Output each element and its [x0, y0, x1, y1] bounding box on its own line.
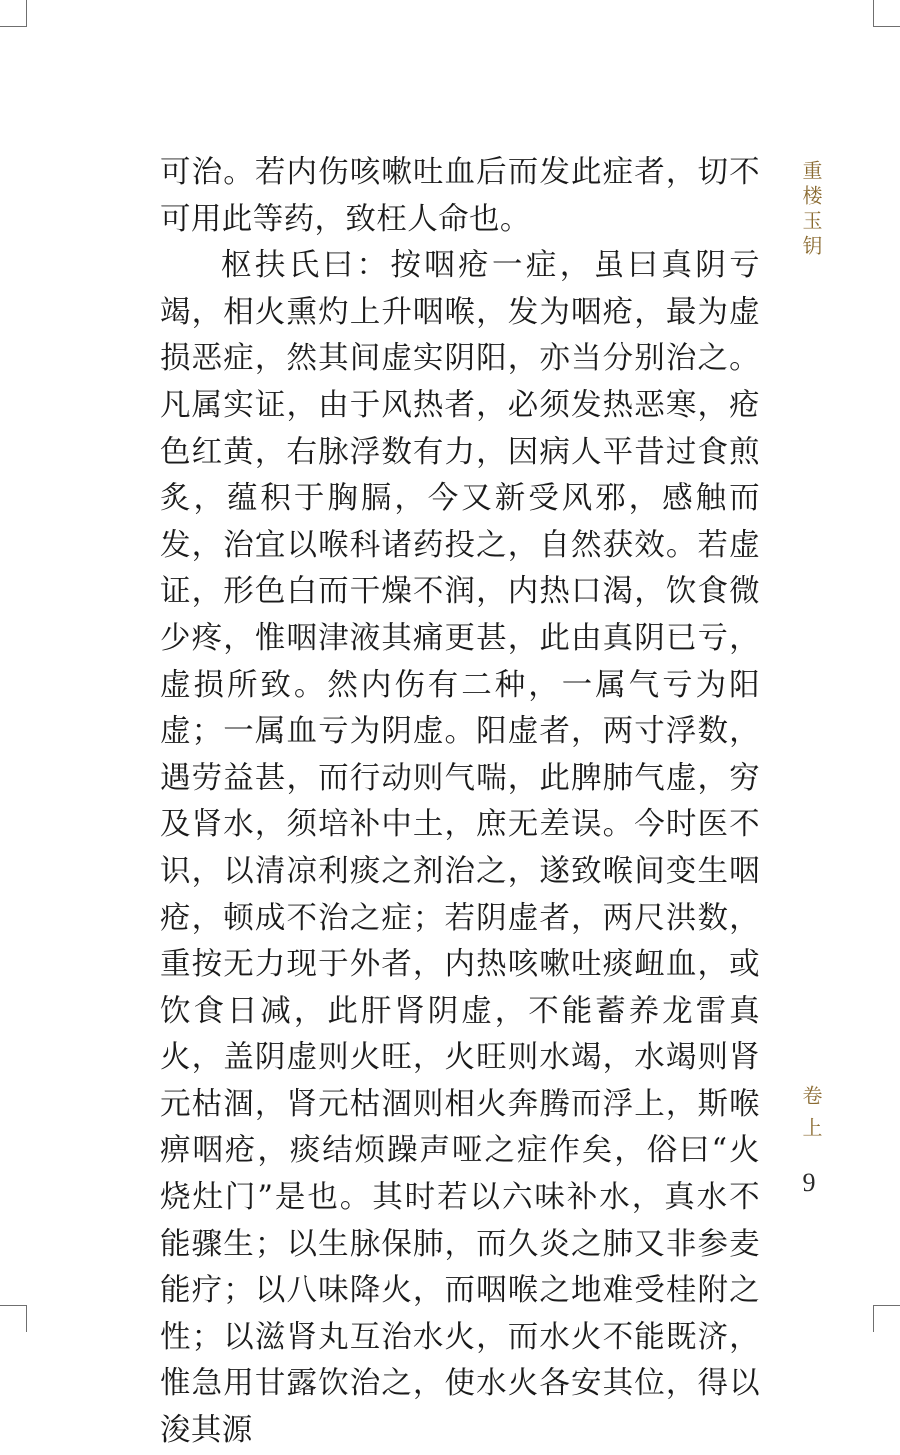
paragraph-shufu-commentary: 枢扶氏曰：按咽疮一症，虽曰真阴亏竭，相火熏灼上升咽喉，发为咽疮，最为虚损恶症，然其间虚实阴阳，亦当分别治之。凡属实证，由于风热者，必须发热恶寒，疮色红黄，右脉浮数有力，因病人平昔过食煎炙，蕴积于胸膈，今又新受风邪，感触而发，治宜以喉科诸药投之，自然获效。若虚证，形色白而干燥不润，内热口渴，饮食微少疼，惟咽津液其痛更甚，此由真阴已亏，虚损所致。然内伤有二种，一属气亏为阳虚；一属血亏为阴虚。阳虚者，两寸浮数，遇劳益甚，而行动则气喘，此脾肺气虚，穷及肾水，须培补中土，庶无差误。今时医不识，以清凉利痰之剂治之，遂致喉间变生咽疮，顿成不治之症；若阴虚者，两尺洪数，重按无力现于外者，内热咳嗽吐痰衄血，或饮食日减，此肝肾阴虚，不能蓄养龙雷真火，盖阴虚则火旺，火旺则水竭，水竭则肾元枯涸，肾元枯涸则相火奔腾而浮上，斯喉痹咽疮，痰结烦躁声哑之症作矣，俗曰“火烧灶门”是也。其时若以六味补水，真水不能骤生；以生脉保肺，而久炎之肺又非参麦能疗；以八味降火，而咽喉之地难受桂附之性；以滋肾丸互治水火，而水火不能既济，惟急用甘露饮治之，使水火各安其位，得以浚其源: [160, 248, 760, 1449]
running-book-title: 重楼玉钥: [799, 160, 823, 260]
crop-mark-bottom-right: [873, 1305, 900, 1332]
crop-mark-top-left: [0, 0, 27, 27]
running-volume-label: 卷上: [799, 1085, 823, 1149]
paragraph-continuation: 可治。若内伤咳嗽吐血后而发此症者，切不可用此等药，致枉人命也。: [160, 155, 760, 237]
page-number: 9: [802, 1168, 816, 1197]
crop-mark-top-right: [873, 0, 900, 27]
body-text: [160, 150, 760, 1455]
crop-mark-bottom-left: [0, 1305, 27, 1332]
